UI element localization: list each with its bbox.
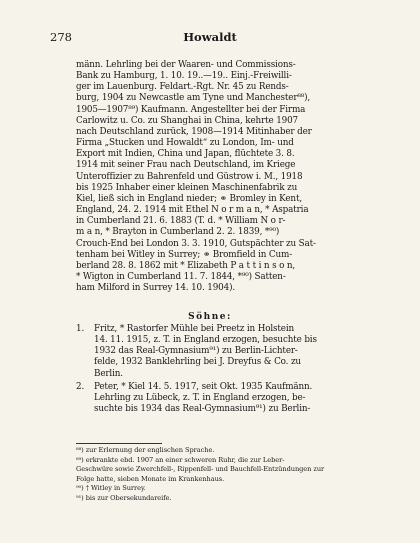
sons-heading: Söhne:: [188, 312, 232, 322]
footnote-divider: [76, 443, 162, 444]
body-line: burg, 1904 zu Newcastle am Tyne und Manchester⁸⁸),: [76, 93, 311, 104]
body-line: m a n, * Brayton in Cumberland 2. 2. 1839, *⁹⁰): [76, 227, 280, 238]
son-number: 1.: [76, 324, 85, 334]
footnote: ⁸⁸) zur Erlernung der englischen Sprache.: [76, 446, 215, 454]
body-line: Firma „Stucken und Howaldt“ zu London, Im- und: [76, 138, 294, 149]
body-line: ger im Lauenburg. Feldart.-Rgt. Nr. 45 zu Rends-: [76, 82, 289, 93]
son-line: Berlin.: [94, 368, 123, 379]
body-line: bis 1925 Inhaber einer kleinen Maschinenfabrik zu: [76, 182, 298, 193]
son-line: 14. 11. 1915, z. T. in England erzogen, besuchte bis: [94, 335, 317, 346]
body-line: in Cumberland 21. 6. 1883 (T. d. * William N o r-: [76, 216, 286, 227]
body-text: [76, 60, 366, 295]
son-line: suchte bis 1934 das Real-Gymnasium⁹¹) zu Berlin-: [94, 404, 311, 415]
footnote: Geschwüre sowie Zwerchfell-, Rippenfell- und Bauchfell-Entzündungen zur: [76, 465, 325, 474]
body-line: nach Deutschland zurück, 1908—1914 Mitinhaber der: [76, 126, 312, 137]
body-line: ham Milford in Surrey 14. 10. 1904).: [76, 283, 236, 294]
body-line: Export mit Indien, China und Japan, flüchtete 3. 8.: [76, 149, 295, 160]
footnote: ⁹⁰) † Witley in Surrey.: [76, 484, 146, 493]
body-line: männ. Lehrling bei der Waaren- und Commissions-: [76, 60, 296, 70]
body-line: Crouch-End bei London 3. 3. 1910, Gutspächter zu Sat-: [76, 238, 316, 249]
body-line: Carlowitz u. Co. zu Shanghai in China, kehrte 1907: [76, 115, 298, 126]
page-number: 278: [50, 30, 72, 44]
body-line: England, 24. 2. 1914 mit Ethel N o r m a n, * Aspatria: [76, 205, 309, 216]
footnote: Folge hatte, sieben Monate im Krankenhaus.: [76, 474, 225, 483]
body-line: Unteroffizier zu Bahrenfeld und Güstrow i. M., 1918: [76, 171, 303, 182]
sons-list: [76, 324, 366, 417]
son-line: 1932 das Real-Gymnasium⁹¹) zu Berlin-Lichter-: [94, 346, 298, 357]
page-header: [50, 30, 370, 46]
footnotes: [76, 446, 366, 504]
son-line: Fritz, * Rastorfer Mühle bei Preetz in Holstein: [94, 324, 295, 334]
footnote: ⁹¹) bis zur Obersekundareife.: [76, 493, 172, 502]
body-line: 1905—1907⁸⁹) Kaufmann. Angestellter bei der Firma: [76, 104, 306, 115]
son-line: felde, 1932 Banklehrling bei J. Dreyfus & Co. zu: [94, 357, 301, 368]
body-line: * Wigton in Cumberland 11. 7. 1844, *⁹⁰) Satten-: [76, 271, 286, 282]
son-entry: [76, 324, 366, 380]
body-line: tenham bei Witley in Surrey; ⚭ Bromfield in Cum-: [76, 249, 293, 260]
running-title: Howaldt: [183, 30, 237, 44]
son-line: Lehrling zu Lübeck, z. T. in England erzogen, be-: [94, 392, 306, 403]
body-line: berland 28. 8. 1862 mit * Elizabeth P a t t i n s o n,: [76, 260, 296, 271]
footnote: ⁸⁹) erkrankte ebd. 1907 an einer schweren Ruhr, die zur Leber-: [76, 455, 285, 464]
son-entry: [76, 382, 366, 415]
body-line: 1914 mit seiner Frau nach Deutschland, im Kriege: [76, 160, 296, 171]
body-line: Bank zu Hamburg, 1. 10. 19..—19.. Einj.-Freiwilli-: [76, 71, 292, 82]
son-number: 2.: [76, 381, 85, 392]
son-line: Peter, * Kiel 14. 5. 1917, seit Okt. 1935 Kaufmänn.: [94, 381, 313, 392]
body-line: Kiel, ließ sich in England nieder; ⚭ Bromley in Kent,: [76, 193, 302, 204]
